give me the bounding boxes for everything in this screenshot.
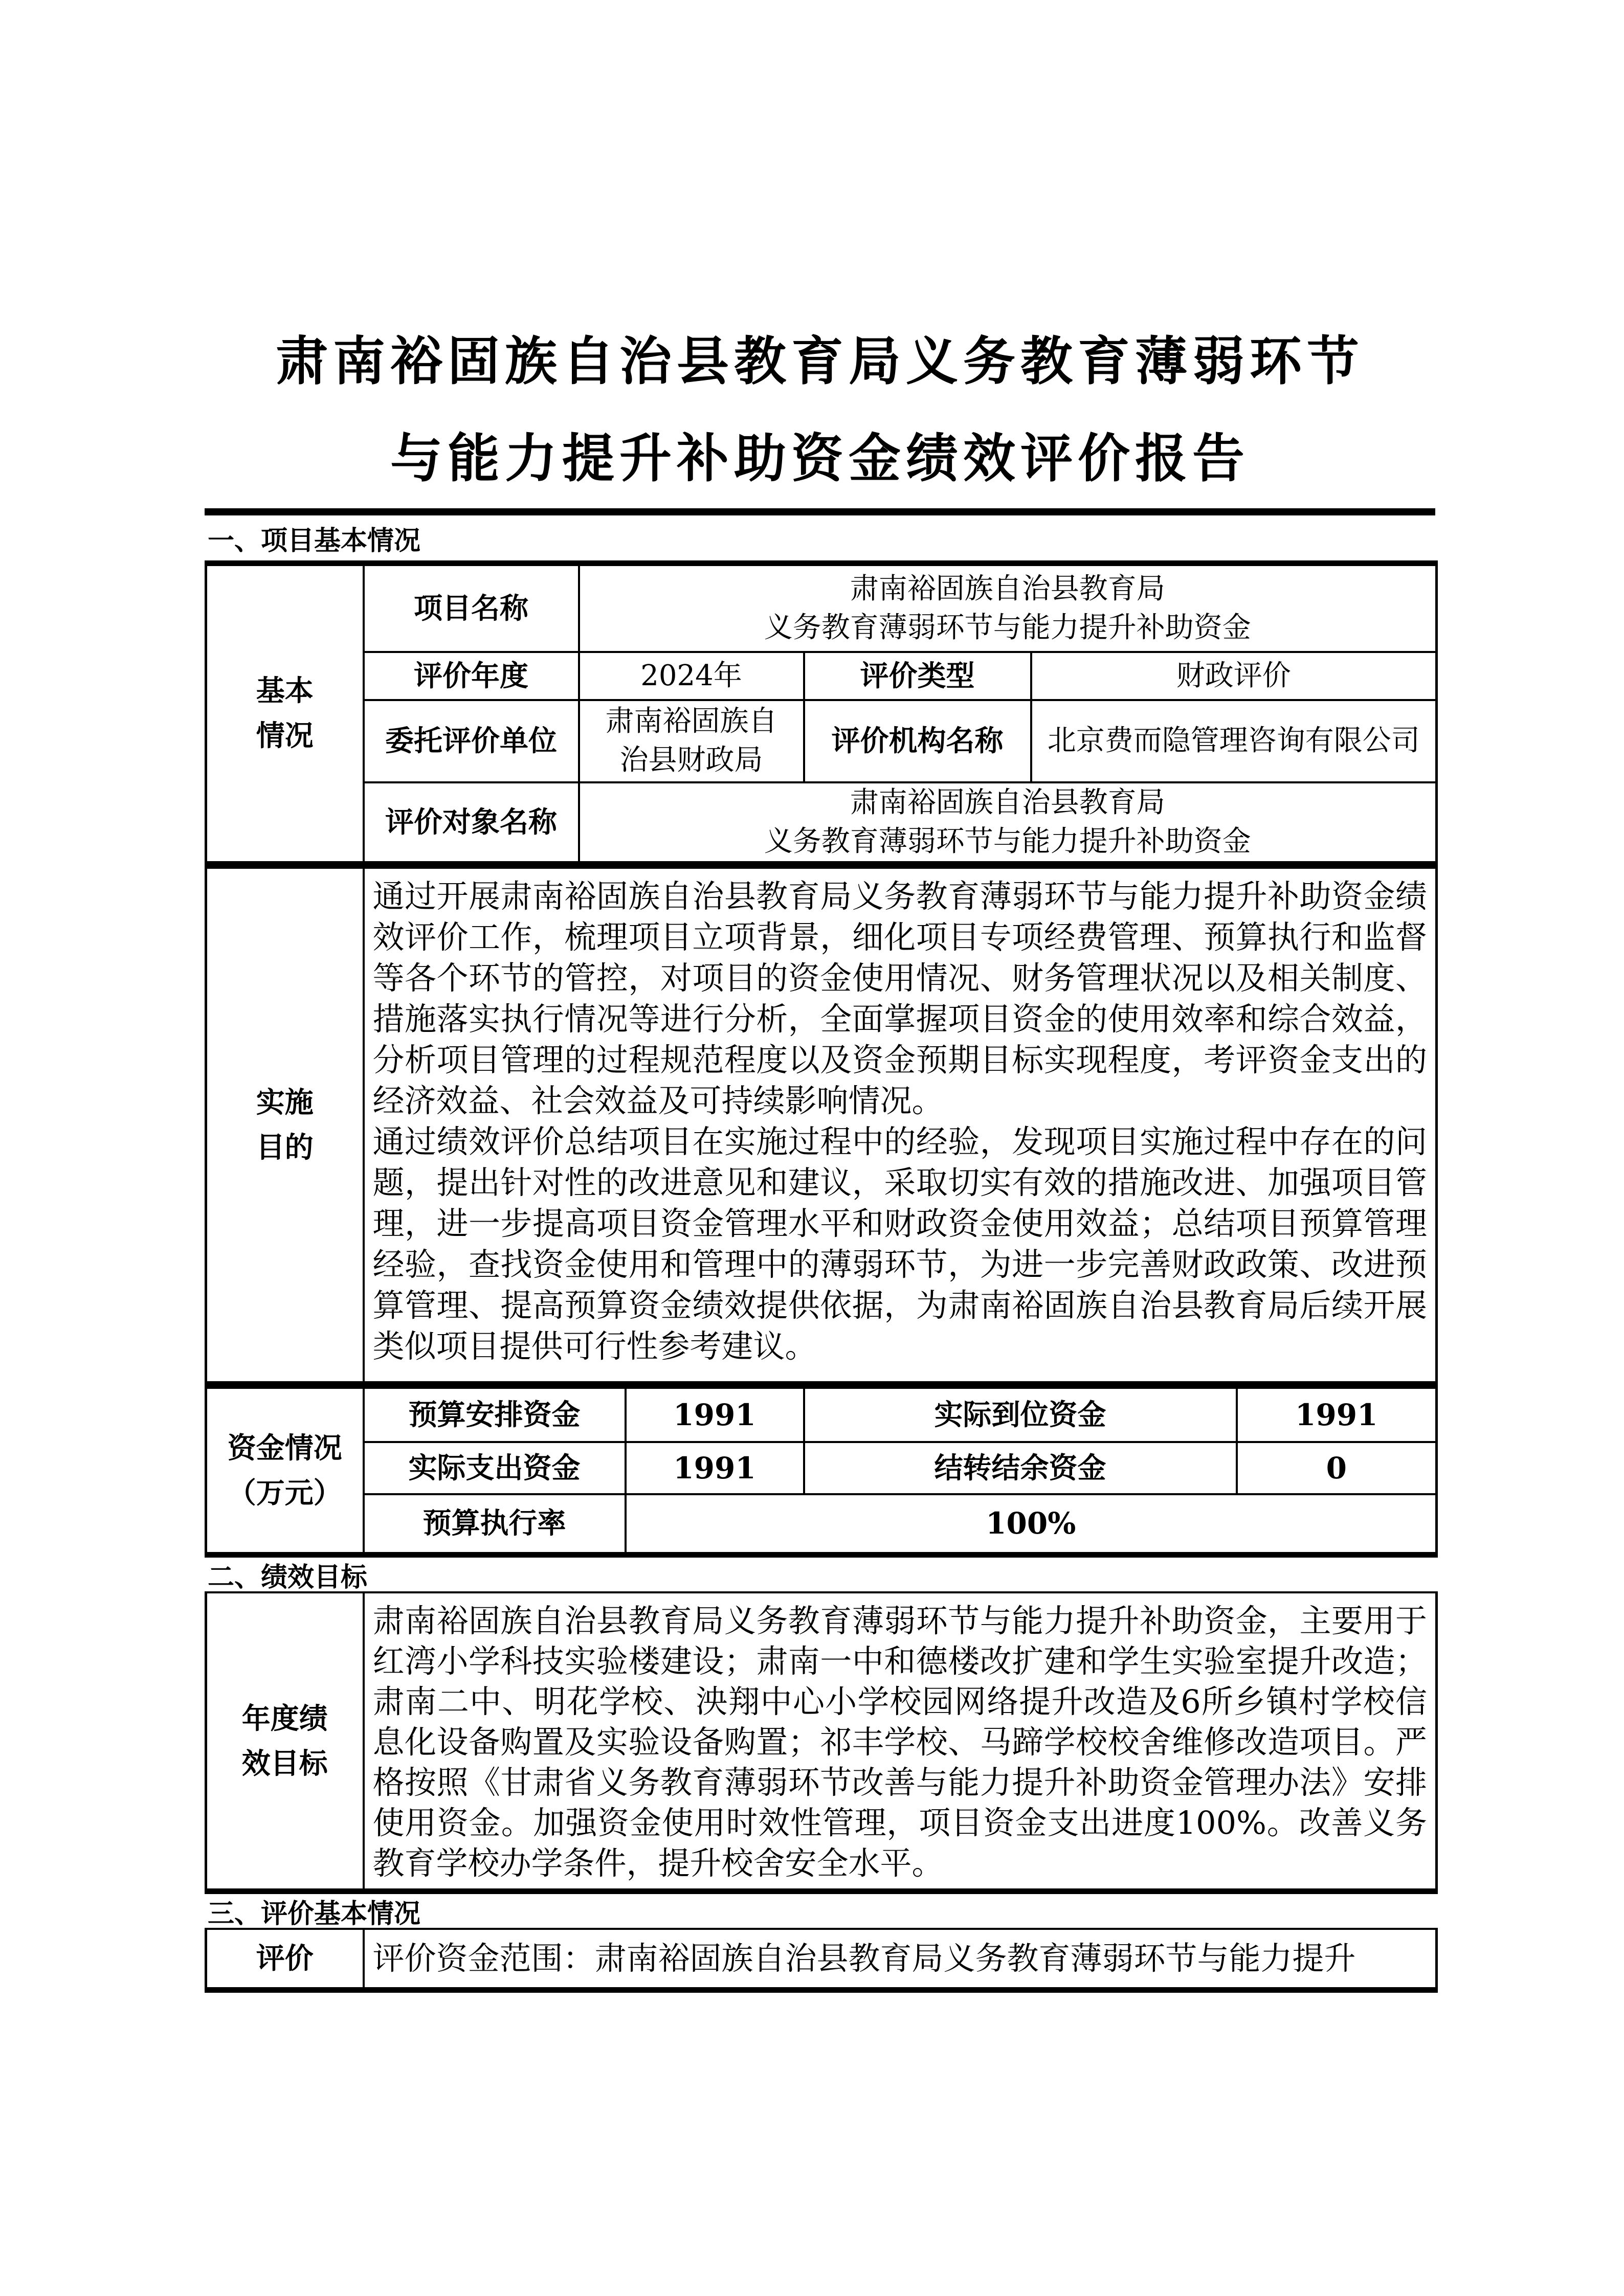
- evaluation-table: [205, 1928, 1438, 1993]
- cell-budget-value: 1991: [626, 1386, 804, 1442]
- cell-eval-type-value: 财政评价: [1031, 652, 1437, 700]
- cell-arrived-value: 1991: [1237, 1386, 1437, 1442]
- funds-label-line2: （万元）: [227, 1476, 342, 1510]
- cell-arrived-label: 实际到位资金: [804, 1386, 1237, 1442]
- cell-eval-year-label: 评价年度: [364, 652, 579, 700]
- cell-exec-rate-value: 100%: [626, 1494, 1437, 1555]
- section-heading-2: 二、绩效目标: [208, 1561, 368, 1593]
- cell-funds-row-label: [206, 1386, 364, 1555]
- section-heading-1: 一、项目基本情况: [208, 525, 421, 556]
- row-funds-budget: [206, 1386, 1437, 1442]
- row-entrust-unit: [206, 700, 1437, 782]
- title-underline-rule: [205, 508, 1435, 515]
- basic-info-label-line1: 基本: [256, 674, 314, 708]
- cell-annual-goal-row-label: [206, 1592, 364, 1892]
- cell-purpose-row-label: [206, 866, 364, 1382]
- cell-basic-info-row-label: [206, 564, 364, 862]
- row-eval-object: [206, 782, 1437, 862]
- row-funds-spent: [206, 1442, 1437, 1494]
- project-name-line1: 肃南裕固族自治县教育局: [850, 572, 1165, 605]
- annual-goal-label-line2: 效目标: [241, 1746, 328, 1781]
- document-title: [205, 313, 1435, 507]
- row-evaluation: [206, 1929, 1437, 1990]
- basic-info-label-line2: 情况: [256, 719, 314, 753]
- row-purpose: [206, 866, 1437, 1382]
- report-content: [205, 0, 1435, 1993]
- purpose-label-line2: 目的: [256, 1130, 314, 1164]
- funds-label-line1: 资金情况: [227, 1431, 342, 1465]
- cell-eval-type-label: 评价类型: [804, 652, 1031, 700]
- funds-table: [205, 1383, 1438, 1558]
- cell-carryover-value: 0: [1237, 1442, 1437, 1494]
- row-annual-goal: [206, 1592, 1437, 1892]
- section-heading-3: 三、评价基本情况: [208, 1898, 421, 1929]
- purpose-label-line1: 实施: [256, 1085, 314, 1119]
- cell-spent-value: 1991: [626, 1442, 804, 1494]
- row-funds-exec-rate: [206, 1494, 1437, 1555]
- cell-evaluation-row-label: 评价: [206, 1929, 364, 1990]
- document-title-line2: 与能力提升补助资金绩效评价报告: [390, 428, 1250, 489]
- cell-entrust-label: 委托评价单位: [364, 700, 579, 782]
- cell-carryover-label: 结转结余资金: [804, 1442, 1237, 1494]
- document-title-line1: 肃南裕固族自治县教育局义务教育薄弱环节: [276, 331, 1364, 392]
- purpose-paragraph-2: 通过绩效评价总结项目在实施过程中的经验，发现项目实施过程中存在的问题，提出针对性的改进意见和建议，采取切实有效的措施改进、加强项目管理，进一步提高项目资金管理水平和财政资金使用效益；总结项目预算管理经验，查找资金使用和管理中的薄弱环节，为进一步完善财政政策、改进预算管理、提高预算资金绩效提供依据，为肃南裕固族自治县教育局后续开展类似项目提供可行性参考建议。: [372, 1122, 1427, 1365]
- cell-spent-label: 实际支出资金: [364, 1442, 626, 1494]
- cell-exec-rate-label: 预算执行率: [364, 1494, 626, 1555]
- cell-agency-value: 北京费而隐管理咨询有限公司: [1031, 700, 1437, 782]
- eval-object-line2: 义务教育薄弱环节与能力提升补助资金: [764, 824, 1251, 858]
- annual-goal-table: [205, 1591, 1438, 1894]
- purpose-table: [205, 863, 1438, 1384]
- cell-eval-object-value: [579, 782, 1437, 862]
- cell-annual-goal-text: 肃南裕固族自治县教育局义务教育薄弱环节与能力提升补助资金，主要用于红湾小学科技实验楼建设；肃南一中和德楼改扩建和学生实验室提升改造；肃南二中、明花学校、泱翔中心小学校园网络提升改造及6所乡镇村学校信息化设备购置及实验设备购置；祁丰学校、马蹄学校校舍维修改造项目。严格按照《甘肃省义务教育薄弱环节改善与能力提升补助资金管理办法》安排使用资金。加强资金使用时效性管理，项目资金支出进度100%。改善义务教育学校办学条件，提升校舍安全水平。: [364, 1592, 1437, 1892]
- cell-budget-label: 预算安排资金: [364, 1386, 626, 1442]
- row-project-name: [206, 564, 1437, 652]
- cell-eval-object-label: 评价对象名称: [364, 782, 579, 862]
- cell-project-name-value: [579, 564, 1437, 652]
- cell-project-name-label: 项目名称: [364, 564, 579, 652]
- annual-goal-label-line1: 年度绩: [241, 1701, 328, 1736]
- cell-purpose-text: [364, 866, 1437, 1382]
- cell-entrust-value: 肃南裕固族自治县财政局: [579, 700, 804, 782]
- project-name-line2: 义务教育薄弱环节与能力提升补助资金: [764, 611, 1251, 644]
- eval-object-line1: 肃南裕固族自治县教育局: [850, 785, 1165, 819]
- cell-agency-label: 评价机构名称: [804, 700, 1031, 782]
- cell-eval-year-value: 2024年: [579, 652, 804, 700]
- purpose-paragraph-1: 通过开展肃南裕固族自治县教育局义务教育薄弱环节与能力提升补助资金绩效评价工作，梳理项目立项背景，细化项目专项经费管理、预算执行和监督等各个环节的管控，对项目的资金使用情况、财务管理状况以及相关制度、措施落实执行情况等进行分析，全面掌握项目资金的使用效率和综合效益，分析项目管理的过程规范程度以及资金预期目标实现程度，考评资金支出的经济效益、社会效益及可持续影响情况。: [372, 877, 1427, 1119]
- row-eval-year: [206, 652, 1437, 700]
- cell-evaluation-text: 评价资金范围：肃南裕固族自治县教育局义务教育薄弱环节与能力提升: [364, 1929, 1437, 1990]
- basic-info-table: [205, 560, 1438, 863]
